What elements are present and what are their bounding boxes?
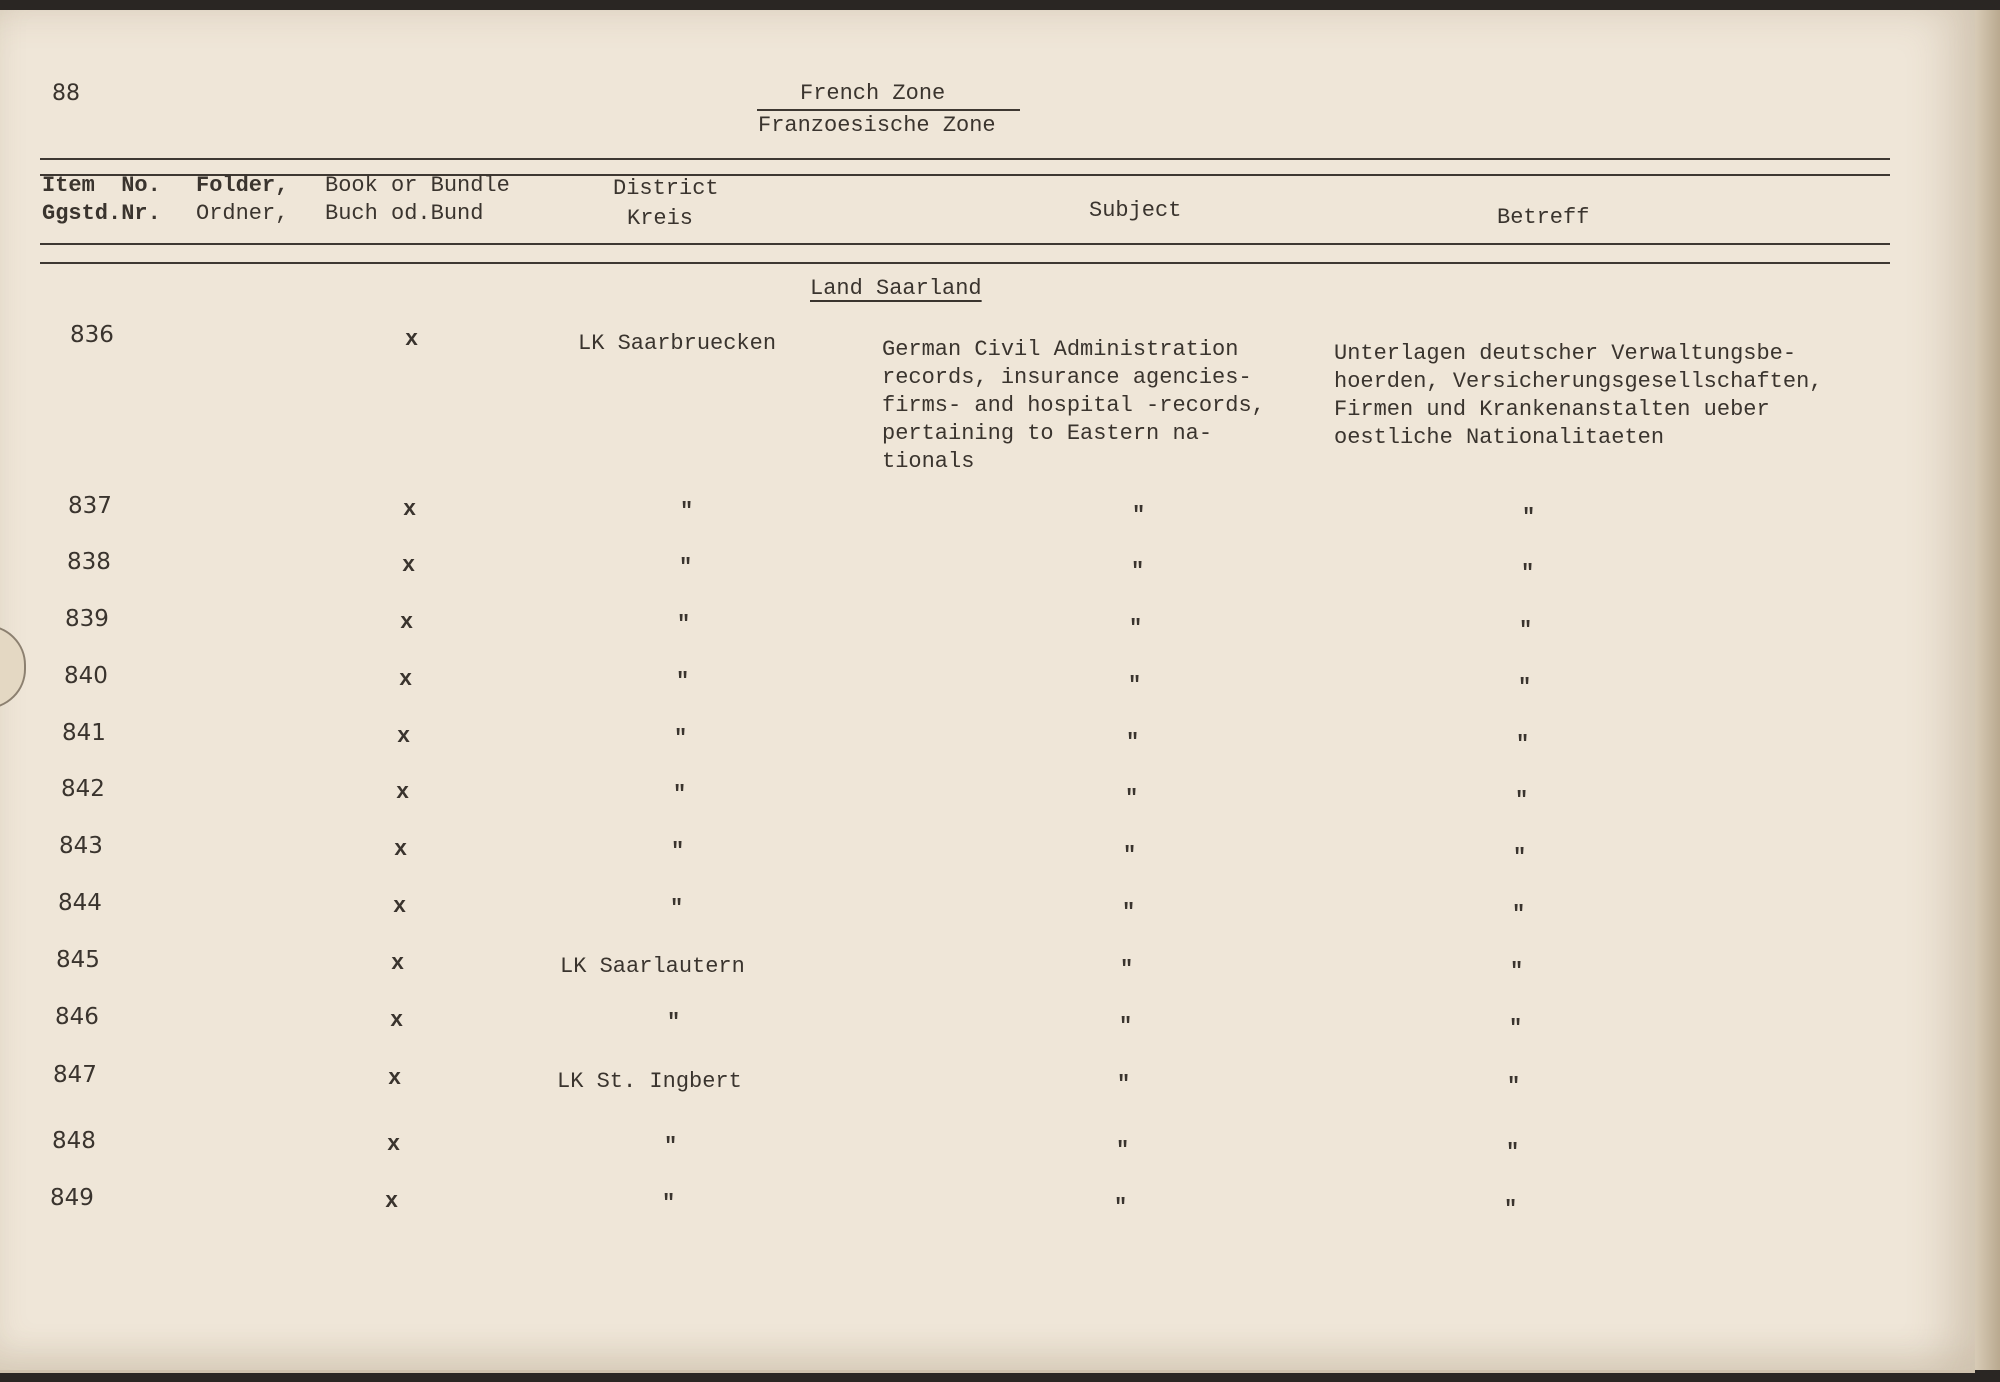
district-cell: " xyxy=(676,669,690,694)
book-mark: x xyxy=(399,667,413,692)
betreff-ditto: " xyxy=(1518,675,1532,700)
district-cell: " xyxy=(667,1010,681,1035)
item-number: 836 xyxy=(70,322,114,348)
book-mark: x xyxy=(390,1008,404,1033)
betreff-ditto: " xyxy=(1510,959,1524,984)
betreff-ditto: " xyxy=(1519,618,1533,643)
item-number: 839 xyxy=(65,606,109,632)
col-subject-header: Subject xyxy=(1089,198,1182,223)
subject-ditto: " xyxy=(1122,900,1136,925)
page-title: French Zone xyxy=(800,81,946,106)
subject-ditto: " xyxy=(1128,673,1142,698)
book-mark: x xyxy=(403,497,417,522)
page-number: 88 xyxy=(52,81,80,106)
district-cell: LK Saarlautern xyxy=(560,954,745,979)
betreff-cell: Unterlagen deutscher Verwaltungsbe- hoerden, Versicherungsgesellschaften, Firmen und Krankenanstalten ueber oestliche Nationalitaeten xyxy=(1334,341,1823,450)
item-number: 847 xyxy=(53,1062,97,1088)
district-cell: LK Saarbruecken xyxy=(578,331,777,356)
header-bottom-rule-2 xyxy=(40,262,1890,264)
district-cell: " xyxy=(670,896,684,921)
subject-cell: German Civil Administration records, insurance agencies- firms- and hospital -records, pertaining to Eastern na- tionals xyxy=(882,337,1265,474)
district-cell: " xyxy=(671,839,685,864)
district-cell: " xyxy=(673,782,687,807)
district-cell: " xyxy=(680,499,694,524)
item-number: 848 xyxy=(52,1128,96,1154)
book-mark: x xyxy=(394,837,408,862)
betreff-ditto: " xyxy=(1513,845,1527,870)
header-top-rule xyxy=(40,158,1890,160)
subject-ditto: " xyxy=(1132,503,1146,528)
book-mark: x xyxy=(387,1132,401,1157)
district-cell: " xyxy=(679,555,693,580)
betreff-ditto: " xyxy=(1507,1074,1521,1099)
item-number: 846 xyxy=(55,1004,99,1030)
header-top-rule-2 xyxy=(40,174,1890,176)
book-mark: x xyxy=(385,1189,399,1214)
district-cell: " xyxy=(674,726,688,751)
betreff-ditto: " xyxy=(1521,561,1535,586)
betreff-ditto: " xyxy=(1515,788,1529,813)
subject-ditto: " xyxy=(1123,843,1137,868)
book-mark: x xyxy=(400,610,414,635)
subject-ditto: " xyxy=(1126,730,1140,755)
title-rule xyxy=(757,109,1020,111)
item-number: 841 xyxy=(62,720,106,746)
header-bottom-rule xyxy=(40,243,1890,245)
betreff-ditto: " xyxy=(1504,1197,1518,1222)
book-mark: x xyxy=(397,724,411,749)
subject-ditto: " xyxy=(1119,1014,1133,1039)
district-cell: " xyxy=(662,1191,676,1216)
item-number: 837 xyxy=(68,493,112,519)
item-number: 843 xyxy=(59,833,103,859)
subject-ditto: " xyxy=(1125,786,1139,811)
col-item-header-de: Ggstd.Nr. xyxy=(42,201,161,226)
col-district-header-de: Kreis xyxy=(627,206,694,231)
book-mark: x xyxy=(402,553,416,578)
book-mark: x xyxy=(388,1066,402,1091)
betreff-ditto: " xyxy=(1516,732,1530,757)
col-item-header: Item No. xyxy=(42,173,161,198)
betreff-ditto: " xyxy=(1506,1140,1520,1165)
page-subtitle: Franzoesische Zone xyxy=(758,113,996,138)
district-cell: " xyxy=(677,612,691,637)
document-page xyxy=(0,10,1975,1373)
item-number: 844 xyxy=(58,890,102,916)
item-number: 840 xyxy=(64,663,108,689)
col-book-header: Book or Bundle xyxy=(325,173,510,198)
district-cell: LK St. Ingbert xyxy=(557,1069,742,1094)
subject-ditto: " xyxy=(1114,1195,1128,1220)
col-folder-header-de: Ordner, xyxy=(196,201,289,226)
section-heading: Land Saarland xyxy=(810,276,982,301)
col-book-header-de: Buch od.Bund xyxy=(325,201,484,226)
subject-ditto: " xyxy=(1116,1138,1130,1163)
col-betreff-header: Betreff xyxy=(1497,205,1590,230)
item-number: 842 xyxy=(61,776,105,802)
page-edge xyxy=(1975,10,2000,1370)
district-cell: " xyxy=(664,1134,678,1159)
book-mark: x xyxy=(405,327,419,352)
betreff-ditto: " xyxy=(1512,902,1526,927)
item-number: 849 xyxy=(50,1185,94,1211)
betreff-ditto: " xyxy=(1522,505,1536,530)
item-number: 845 xyxy=(56,947,100,973)
book-mark: x xyxy=(393,894,407,919)
col-folder-header: Folder, xyxy=(196,173,289,198)
book-mark: x xyxy=(396,780,410,805)
item-number: 838 xyxy=(67,549,111,575)
book-mark: x xyxy=(391,951,405,976)
subject-ditto: " xyxy=(1131,559,1145,584)
col-district-header: District xyxy=(613,176,719,201)
betreff-ditto: " xyxy=(1509,1016,1523,1041)
subject-ditto: " xyxy=(1117,1072,1131,1097)
subject-ditto: " xyxy=(1120,957,1134,982)
subject-ditto: " xyxy=(1129,616,1143,641)
